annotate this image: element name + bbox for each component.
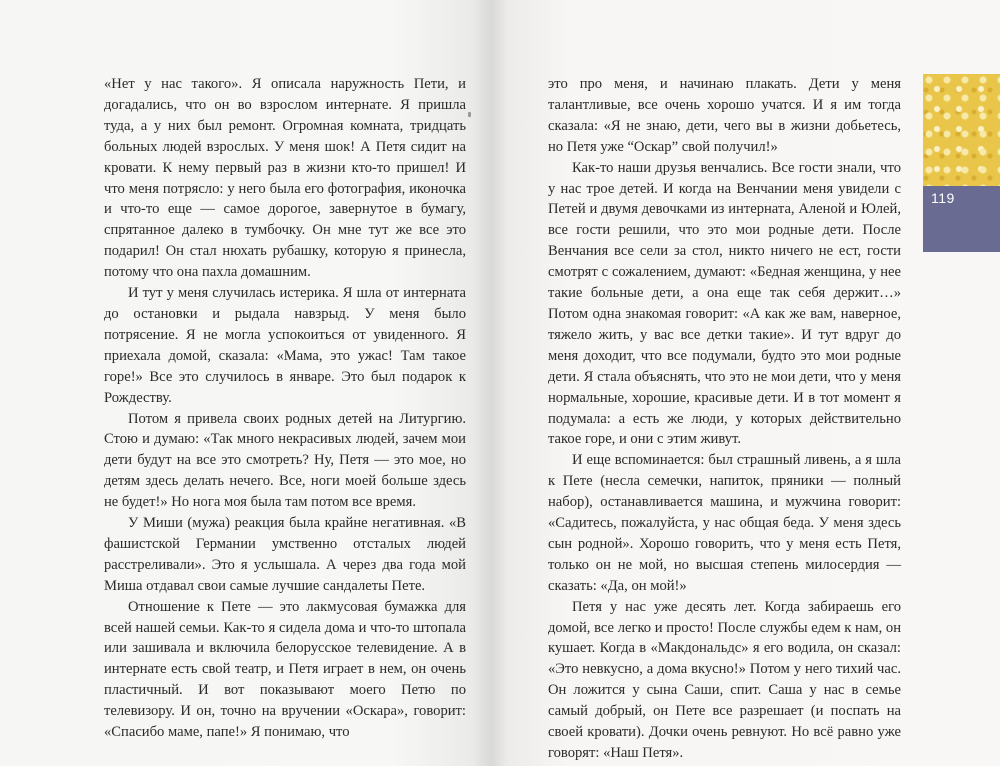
page-number: 119 xyxy=(931,190,955,206)
right-page-text xyxy=(548,74,901,764)
left-paragraph-1: «Нет у нас такого». Я описала наружность Пети, и догадались, что он во взрослом интернате. Я пришла туда, а у них был ремонт. Огромная комната, тридцать больных людей взрослых. У меня шок! А Петя сидит на кровати. К нему первый раз в жизни кто-то пришел! И что меня потрясло: у него была его фотография, иконочка и что-то еще — самое дорогое, завернутое в бумагу, спрятанное далеко в тумбочку. Он мне тут же все это подарил! Он стал нюхать рубашку, которую я принесла, потому что она пахла домашним. xyxy=(104,76,466,281)
gutter-mark xyxy=(468,112,471,117)
left-paragraph-4: У Миши (мужа) реакция была крайне негативная. «В фашистской Германии умственно отсталых людей расстреливали». Это я услышала. А через два года мой Миша отдавал свои самые лучшие сандалеты Пете. xyxy=(104,515,466,594)
right-paragraph-2: Как-то наши друзья венчались. Все гости знали, что у нас трое детей. И когда на Венчании меня увидели с Петей и двумя девочками из интерната, Аленой и Юлей, все гости решили, что это мои родные дети. После Венчания все сели за стол, никто ничего не ест, гости смотрят с сожалением, думают: «Бедная женщина, у нее такие больные дети, а она еще так себя держит…» Потом одна знакомая говорит: «А как же вам, наверное, тяжело жить, у вас все детки такие». И тут вдруг до меня доходит, что все подумали, будто это мои родные дети. Я стала объяснять, что это не мои дети, что у меня нормальные, хорошие, красивые дети. И в тот момент я подумала: а есть же люди, у которых действительно такое горе, и они с этим живут. xyxy=(548,159,901,448)
left-paragraph-2: И тут у меня случилась истерика. Я шла от интерната до остановки и рыдала навзрыд. У меня было потрясение. Я не могла успокоиться от увиденного. Я приехала домой, сказала: «Мама, это ужас! Там такое горе!» Все это случилось в январе. Это был подарок к Рождеству. xyxy=(104,285,466,406)
floral-pattern-decoration xyxy=(923,74,1000,186)
right-paragraph-1: это про меня, и начинаю плакать. Дети у меня талантливые, все очень хорошо учатся. И я им тогда сказала: «Я не знаю, дети, чего вы в жизни добьетесь, но Петя уже “Оскар” свой получил!» xyxy=(548,76,901,155)
right-paragraph-4: Петя у нас уже десять лет. Когда забираешь его домой, все легко и просто! После службы едем к нам, он кушает. Когда в «Макдональдс» я его водила, он сказал: «Это невкусно, а дома вкусно!» Потом у него тихий час. Он ложится у сына Саши, спит. Саша у нас в семье самый добрый, он Пете все разрешает (и поспать на своей кровати). Дочки очень ревнуют. Но всё равно уже говорят: «Наш Петя». xyxy=(548,598,901,761)
left-page-text xyxy=(104,74,466,743)
left-paragraph-5: Отношение к Пете — это лакмусовая бумажка для всей нашей семьи. Как-то я сидела дома и что-то штопала или зашивала и включила белорусское телевидение. А в интернате есть свой театр, и Петя играет в нем, он очень пластичный. И вот показывают моего Петю по телевизору. И он, точно на вручении «Оскара», говорит: «Спасибо маме, папе!» Я понимаю, что xyxy=(104,598,466,741)
right-paragraph-3: И еще вспоминается: был страшный ливень, а я шла к Пете (несла семечки, напиток, пряники — полный набор), останавливается машина, и мужчина говорит: «Садитесь, пожалуйста, у нас общая беда. У меня здесь сын родной». Хорошо говорить, что у меня есть Петя, только он не мой, но высшая степень милосердия — сказать: «Да, он мой!» xyxy=(548,452,901,594)
left-paragraph-3: Потом я привела своих родных детей на Литургию. Стою и думаю: «Так много некрасивых людей, зачем мои дети будут на все это смотреть? Ну, Петя — это мое, но детям здесь делать нечего. Все, ноги моей больше здесь не будет!» Но нога моя была там потом все время. xyxy=(104,410,466,511)
